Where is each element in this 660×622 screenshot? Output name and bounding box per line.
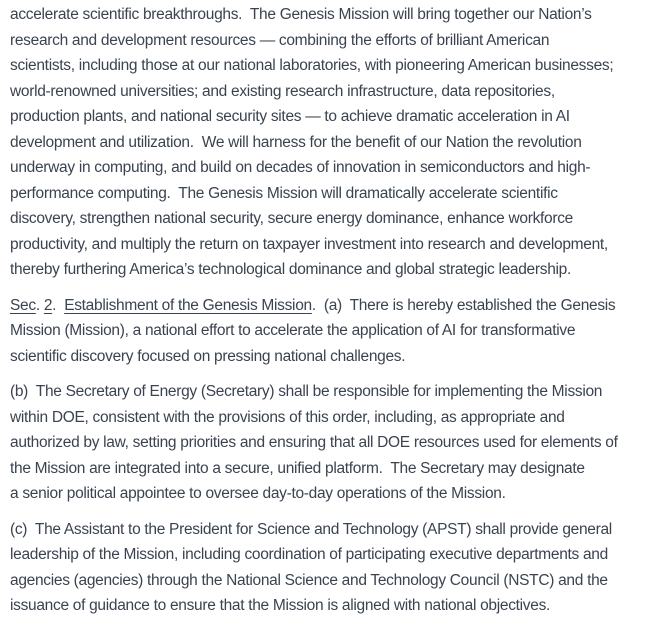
text-segment: performance computing. The Genesis Mission will dramatically accelerate scientific	[10, 184, 558, 202]
text-segment: .	[35, 296, 44, 314]
underlined-text-segment: Sec	[10, 296, 36, 314]
text-segment: development and utilization. We will harness for the benefit of our Nation the revolution	[10, 133, 582, 151]
text-segment: agencies (agencies) through the National Science and Technology Council (NSTC) and the	[10, 571, 608, 589]
text-line	[10, 53, 650, 79]
text-line	[10, 593, 650, 619]
text-line	[10, 318, 650, 344]
text-segment: within DOE, consistent with the provisions of this order, including, as appropriate and	[10, 408, 565, 426]
text-segment: leadership of the Mission, including coordination of participating executive departments and	[10, 546, 608, 563]
text-segment: issuance of guidance to ensure that the Mission is aligned with national objectives.	[10, 597, 551, 614]
paragraph-subsection-b	[10, 379, 650, 507]
text-segment: (c) The Assistant to the President for Science and Technology (APST) shall provide general	[10, 520, 612, 538]
underlined-text-segment: Establishment of the Genesis Mission	[64, 296, 312, 314]
text-line	[10, 232, 650, 258]
paragraph-subsection-c	[10, 517, 650, 619]
text-line	[10, 379, 650, 405]
text-segment: a senior political appointee to oversee day-to-day operations of the Mission.	[10, 485, 506, 502]
text-line	[10, 430, 650, 456]
text-segment: .	[52, 296, 65, 314]
text-segment: the Mission are integrated into a secure, unified platform. The Secretary may designate	[10, 459, 585, 477]
text-segment: production plants, and national security sites — to achieve dramatic acceleration in AI	[10, 108, 570, 125]
text-line	[10, 456, 650, 482]
text-line	[10, 130, 650, 156]
text-segment: world-renowned universities; and existing research infrastructure, data repositories,	[10, 82, 555, 100]
text-segment: scientific discovery focused on pressing national challenges.	[10, 347, 406, 365]
text-segment: discovery, strengthen national security, secure energy dominance, enhance workforce	[10, 210, 573, 227]
text-segment: . (a) There is hereby established the Genesis	[311, 296, 616, 314]
text-segment: thereby furthering America’s technological dominance and global strategic leadership.	[10, 261, 571, 278]
text-segment: accelerate scientific breakthroughs. The Genesis Mission will bring together our Nation’s	[10, 6, 592, 23]
text-segment: productivity, and multiply the return on taxpayer investment into research and development,	[10, 235, 608, 253]
text-segment: scientists, including those at our national laboratories, with pioneering American businesses;	[10, 57, 614, 74]
text-line	[10, 2, 650, 28]
paragraph-intro-continuation	[10, 2, 650, 283]
text-segment: underway in computing, and build on decades of innovation in semiconductors and high-	[10, 159, 591, 176]
text-line	[10, 79, 650, 105]
text-line	[10, 28, 650, 54]
text-line	[10, 293, 650, 319]
underlined-text-segment: 2	[43, 296, 53, 314]
text-line	[10, 481, 650, 507]
text-line	[10, 542, 650, 568]
text-line	[10, 206, 650, 232]
text-line	[10, 568, 650, 594]
text-line	[10, 405, 650, 431]
text-line	[10, 181, 650, 207]
text-segment: authorized by law, setting priorities and ensuring that all DOE resources used for elements of	[10, 434, 618, 451]
text-line	[10, 517, 650, 543]
text-segment: research and development resources — combining the efforts of brilliant American	[10, 31, 550, 49]
text-line	[10, 104, 650, 130]
text-line	[10, 257, 650, 283]
text-segment: Mission (Mission), a national effort to accelerate the application of AI for transformative	[10, 322, 576, 339]
text-line	[10, 155, 650, 181]
text-segment: (b) The Secretary of Energy (Secretary) shall be responsible for implementing the Mission	[10, 383, 603, 400]
paragraph-section-2	[10, 293, 650, 370]
text-line	[10, 344, 650, 370]
